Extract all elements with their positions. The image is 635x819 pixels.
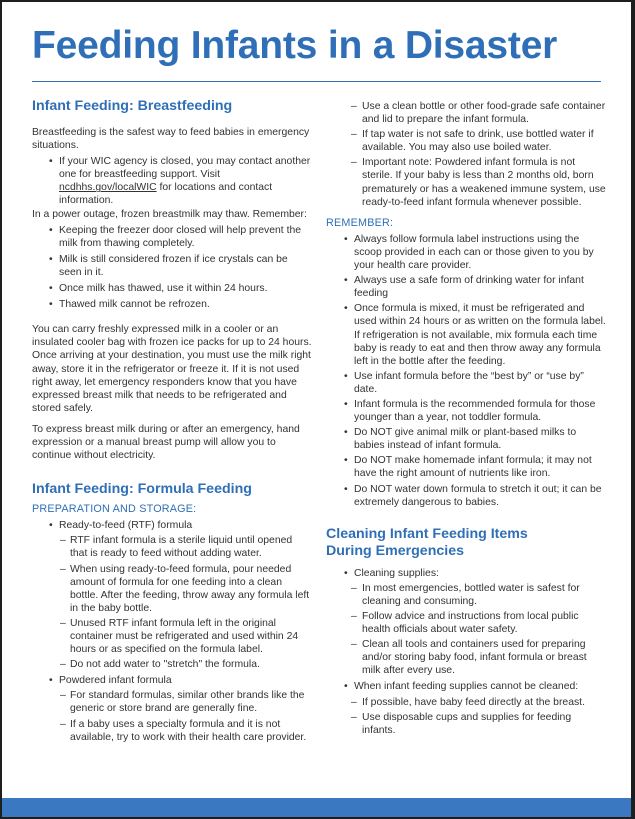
formula-type-list [32, 519, 312, 532]
prep-storage-heading: PREPARATION AND STORAGE: [32, 503, 197, 516]
list-item [326, 680, 606, 693]
list-item: • Do NOT give animal milk or plant-based milks to babies instead of infant formula. [326, 426, 606, 452]
list-item: – Clean all tools and containers used for preparing and/or storing baby food, infant formula or breast milk after every use. [326, 638, 606, 677]
list-item: • Thawed milk cannot be refrozen. [32, 298, 312, 311]
list-item: • Do NOT make homemade infant formula; it may not have the right amount of nutrients like iron. [326, 454, 606, 480]
list-item: • Keeping the freezer door closed will help prevent the milk from thawing completely. [32, 224, 312, 250]
list-item: – For standard formulas, similar other brands like the generic or store brand are generally fine. [32, 689, 312, 715]
wic-link[interactable]: ncdhhs.gov/localWIC [59, 182, 157, 194]
list-item: • Milk is still considered frozen if ice crystals can be seen in it. [32, 253, 312, 279]
list-item [32, 519, 312, 532]
list-item: • Once formula is mixed, it must be refrigerated and used within 24 hours or as written on the formula label. If refrigeration is not available, mix formula each time baby is ready to eat and then throw away any formula left in the bottle after the feeding. [326, 302, 606, 367]
powder-list [32, 689, 312, 743]
list-item: – Use a clean bottle or other food-grade safe container and lid to prepare the infant formula. [326, 100, 606, 126]
list-item: – Use disposable cups and supplies for feeding infants. [326, 711, 606, 737]
list-item: – If a baby uses a specialty formula and it is not available, try to work with their health care provider. [32, 718, 312, 744]
cleaning-supplies-list [326, 567, 606, 580]
list-item: – RTF infant formula is a sterile liquid until opened that is ready to feed without adding water. [32, 534, 312, 560]
cannot-clean-list [326, 680, 606, 693]
list-item: – If tap water is not safe to drink, use bottled water if available. You may also use boiled water. [326, 128, 606, 154]
list-item: – Unused RTF infant formula left in the original container must be refrigerated and used within 24 hours or as specified on the formula label. [32, 617, 312, 656]
rtf-list [32, 534, 312, 671]
cannot-clean-label: When infant feeding supplies cannot be cleaned: [354, 681, 579, 693]
list-item: • Always follow formula label instructions using the scoop provided in each can or those given to you by your health care provider. [326, 233, 606, 272]
list-item: • Once milk has thawed, use it within 24 hours. [32, 282, 312, 295]
cannot-clean-sublist [326, 696, 606, 737]
title-divider [32, 81, 601, 82]
powder-label: Powdered infant formula [59, 675, 172, 687]
wic-item: • If your WIC agency is closed, you may contact another one for breastfeeding support. Visit ncdhhs.gov/localWIC for locations and contact information. [32, 155, 312, 207]
right-column [326, 100, 606, 737]
list-item: – Do not add water to "stretch" the formula. [32, 658, 312, 671]
left-column [32, 98, 312, 744]
list-item: – Important note: Powdered infant formula is not sterile. If your baby is less than 2 months old, born prematurely or has a weakened immune system, use ready-to-feed infant formula whenever possible. [326, 156, 606, 208]
thaw-remember-list [32, 224, 312, 312]
list-item: – When using ready-to-feed formula, pour needed amount of formula for one feeding into a clean bottle. After the feeding, throw away any formula left in the baby bottle. [32, 563, 312, 615]
wic-list [32, 155, 312, 207]
list-item: • Infant formula is the recommended formula for those younger than a year, not toddler formula. [326, 398, 606, 424]
powder-list-continued [326, 100, 606, 209]
supplies-label: Cleaning supplies: [354, 567, 439, 579]
remember-heading: REMEMBER: [326, 216, 394, 229]
carry-milk-text: You can carry freshly expressed milk in a cooler or an insulated cooler bag with frozen ice packs for up to 24 hours. Once arriving at your destination, you must use the milk right away, store it in the refrigerator or freeze it. If it is not used right away, let emergency responders know that you have expressed breast milk that needs to be refrigerated and stored safely. [32, 324, 312, 414]
breastfeeding-intro: Breastfeeding is the safest way to feed babies in emergency situations. [32, 127, 310, 152]
footer-bar [2, 798, 631, 817]
list-item: – Follow advice and instructions from local public health officials about water safety. [326, 610, 606, 636]
list-item: • Do NOT water down formula to stretch it out; it can be extremely dangerous to babies. [326, 483, 606, 509]
formula-heading: Infant Feeding: Formula Feeding [32, 481, 252, 498]
express-milk-text: To express breast milk during or after an emergency, hand expression or a manual breast pump will allow you to continue without electricity. [32, 423, 300, 462]
list-item [32, 674, 312, 687]
formula-remember-list [326, 233, 606, 509]
breastfeeding-heading: Infant Feeding: Breastfeeding [32, 98, 233, 114]
supplies-sublist [326, 582, 606, 678]
list-item: – If possible, have baby feed directly at the breast. [326, 696, 606, 709]
list-item: • Use infant formula before the “best by” or “use by” date. [326, 370, 606, 396]
formula-type-list-2 [32, 674, 312, 687]
list-item: – In most emergencies, bottled water is safest for cleaning and consuming. [326, 582, 606, 608]
list-item: • Always use a safe form of drinking water for infant feeding [326, 274, 606, 300]
power-outage-text: In a power outage, frozen breastmilk may thaw. Remember: [32, 208, 307, 220]
page-title: Feeding Infants in a Disaster [32, 24, 558, 67]
rtf-label: Ready-to-feed (RTF) formula [59, 520, 193, 532]
list-item [326, 567, 606, 580]
flyer-page [2, 2, 631, 817]
cleaning-heading: Cleaning Infant Feeding Items During Emergencies [326, 525, 528, 559]
